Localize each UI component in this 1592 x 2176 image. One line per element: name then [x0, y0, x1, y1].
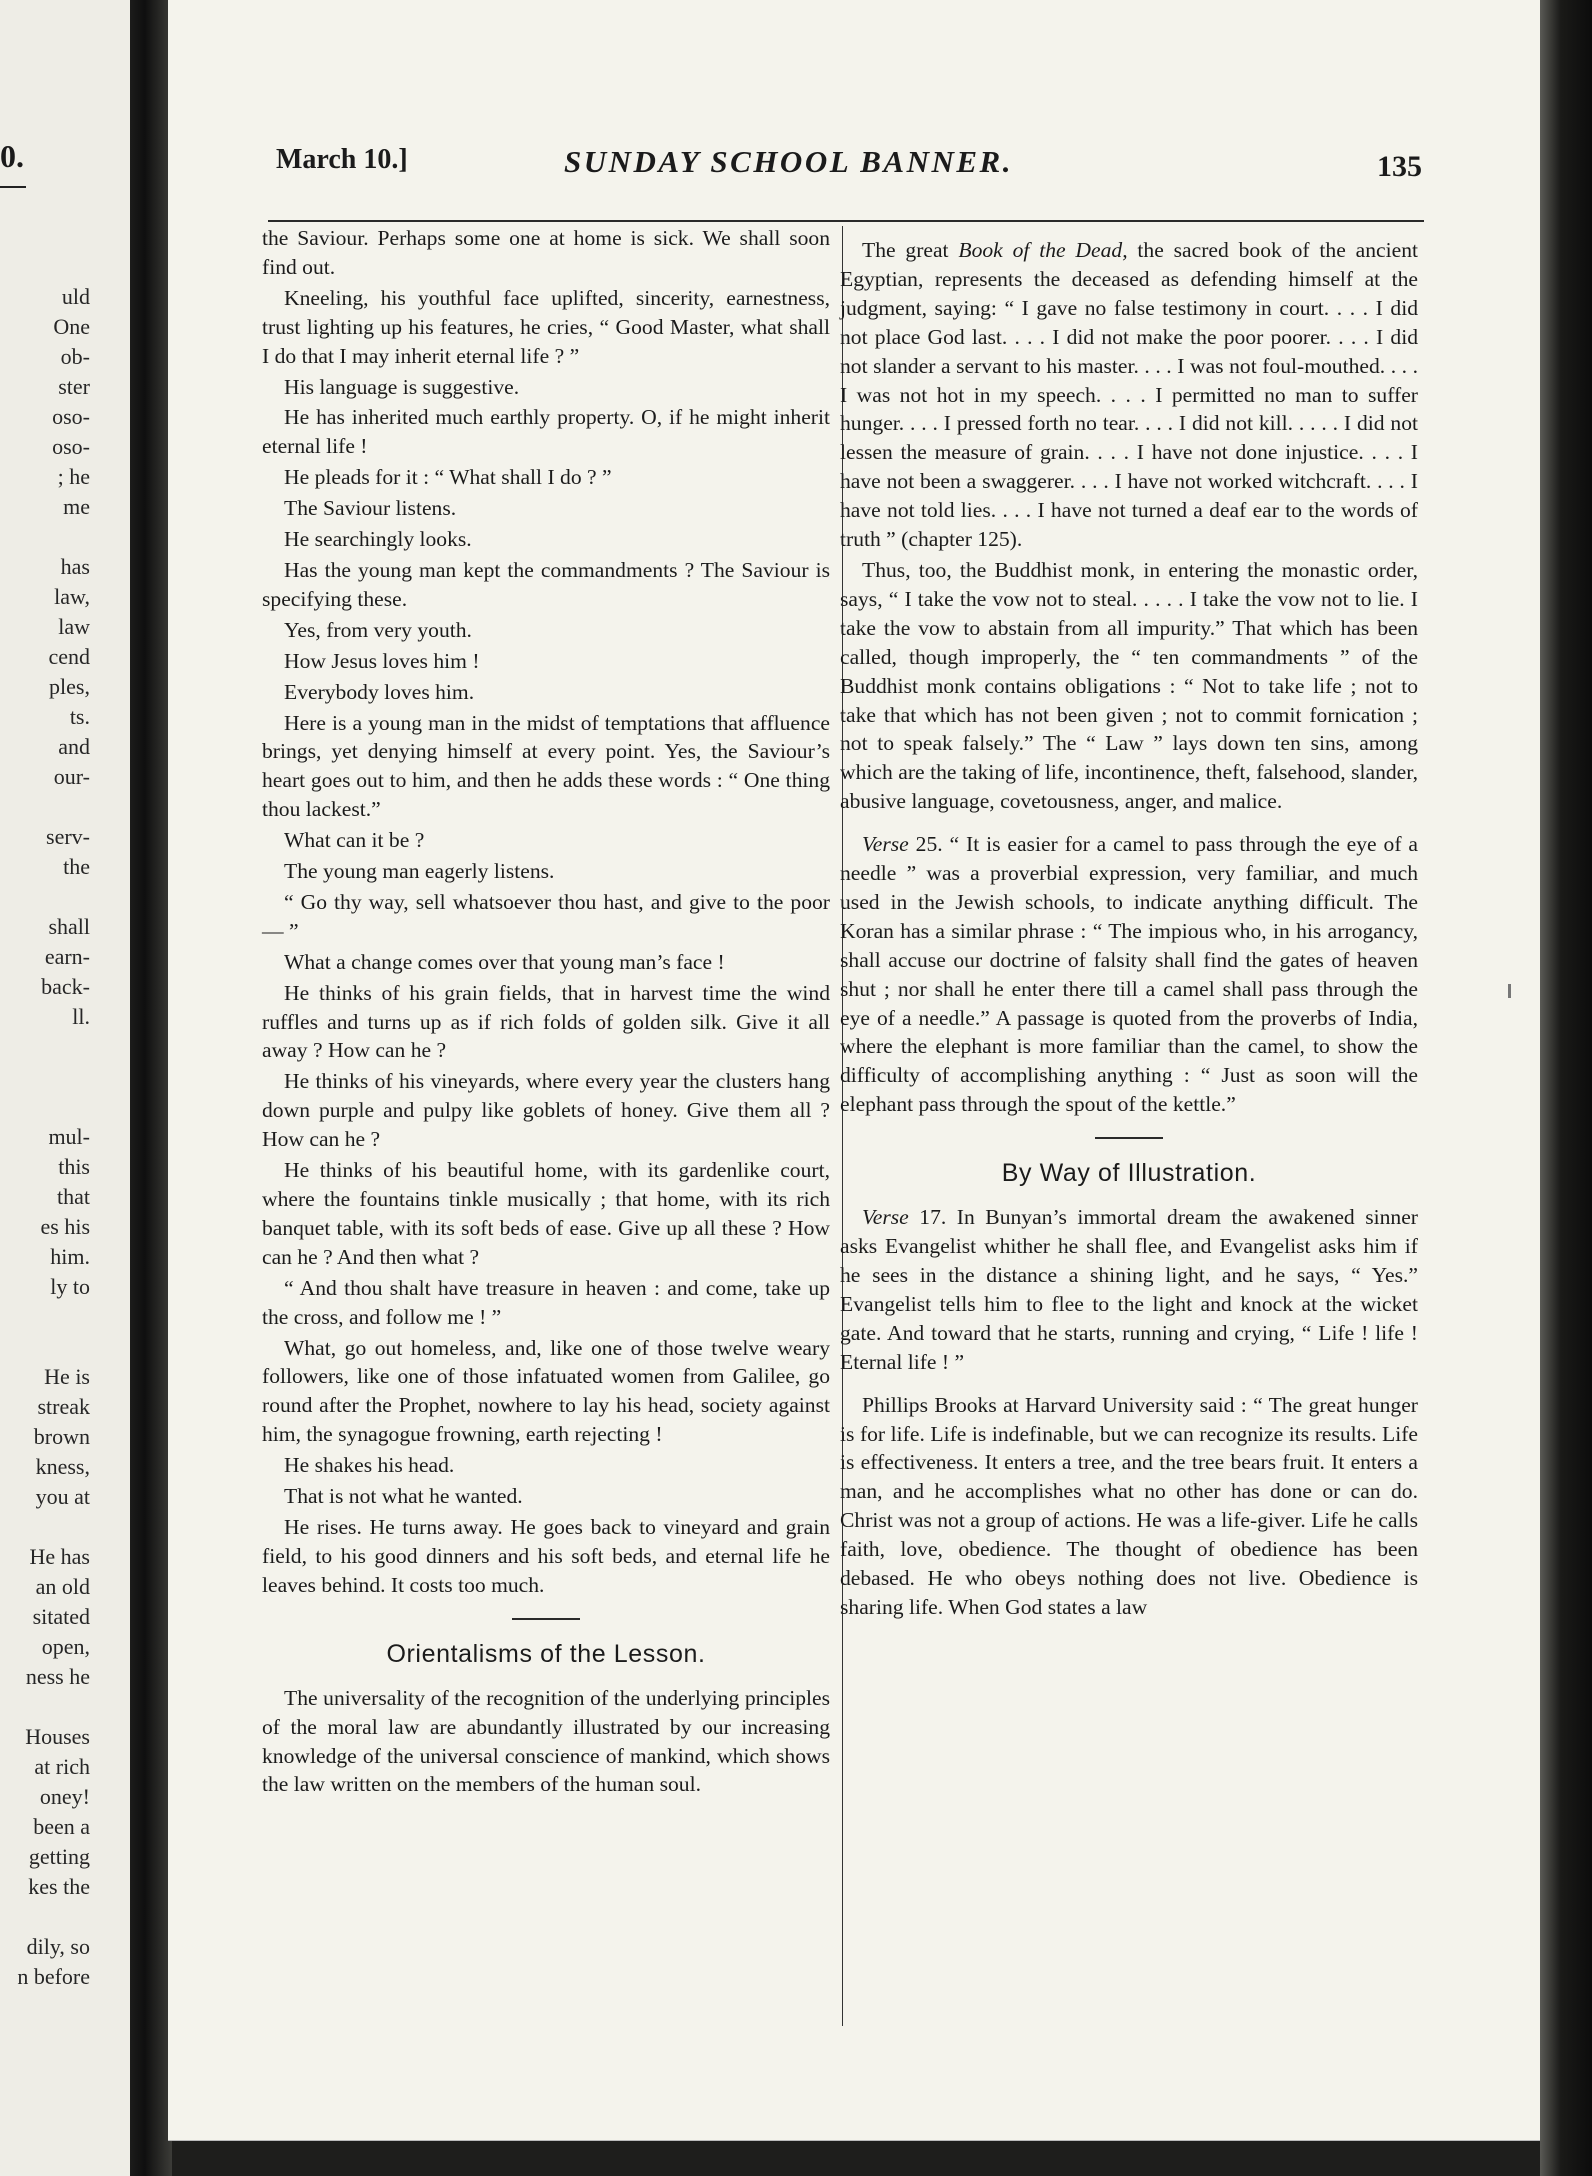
- margin-fragment: shall: [48, 914, 90, 939]
- margin-fragment: our-: [53, 764, 90, 789]
- margin-fragment: cend: [48, 644, 90, 669]
- margin-fragment: sitated: [32, 1604, 90, 1629]
- margin-fragment: open,: [41, 1634, 90, 1659]
- margin-fragment: kness,: [35, 1454, 90, 1479]
- left-column: [262, 224, 830, 1801]
- text-run: 25. “ It is easier for a camel to pass through the eye of a needle ” was a proverbial expression, very familiar, and much used in the Jewish schools, to indicate anything difficult. The Koran has a similar phrase : “ The impious who, in his arrogancy, shall accuse our doctrine of falsity shall find the gates of heaven shut ; nor shall he enter there till a camel shall pass through the eye of a needle.” A passage is quoted from the proverbs of India, where the elephant is more familiar than the camel, to show the difficulty of accomplishing anything : “ Just as soon will the elephant pass through the spout of the kettle.”: [840, 832, 1418, 1117]
- paragraph: Yes, from very youth.: [284, 617, 472, 642]
- margin-fragment: law,: [54, 584, 90, 609]
- page-number: 135: [1377, 150, 1422, 183]
- paragraph: Phillips Brooks at Harvard University said : “ The great hunger is for life. Life is indefinable, but we can recognize its results. Life is effectiveness. It enters a tree, and the tree bears fruit. It enters a man, and he accomplishes what no other has done or can do. Christ was not a group of actions. He was a life-giver. Life he calls faith, love, obedience. The thought of obedience has been debased. He who obeys nothing does not live. Obedience is sharing life. When God states a law: [840, 1392, 1418, 1619]
- text-run: 17. In Bunyan’s immortal dream the awakened sinner asks Evangelist whither he shall flee, and Evangelist asks him if he sees in the distance a shining light, and he says, “ Yes.” Evangelist tells him to flee to the light and knock at the wicket gate. And toward that he starts, running and crying, “ Life ! life ! Eternal life ! ”: [840, 1205, 1418, 1374]
- paragraph: What a change comes over that young man’s face !: [284, 949, 725, 974]
- margin-fragment: brown: [33, 1424, 90, 1449]
- paragraph: The Saviour listens.: [284, 496, 457, 521]
- paragraph: He searchingly looks.: [284, 527, 472, 552]
- margin-fragment: this: [58, 1154, 90, 1179]
- margin-fragment: mul-: [48, 1124, 90, 1149]
- margin-fragment: been a: [33, 1814, 90, 1839]
- margin-fragment: He has: [29, 1544, 90, 1569]
- margin-fragment: [0, 1332, 90, 1362]
- margin-fragment: [0, 1692, 90, 1722]
- margin-fragment: dily, so: [26, 1934, 90, 1959]
- header-date: March 10.]: [276, 144, 408, 175]
- margin-fragment: back-: [41, 974, 90, 999]
- section-separator: [1095, 1137, 1163, 1139]
- margin-fragment: One: [53, 314, 90, 339]
- margin-fragment: ster: [58, 374, 90, 399]
- paragraph: He shakes his head.: [284, 1453, 455, 1478]
- margin-fragment: ll.: [72, 1004, 90, 1029]
- header-title: SUNDAY SCHOOL BANNER.: [564, 144, 1013, 179]
- margin-fragment: [0, 882, 90, 912]
- paragraph: The young man eagerly listens.: [284, 859, 555, 884]
- margin-fragment: that: [57, 1184, 90, 1209]
- section-separator: [512, 1618, 580, 1620]
- margin-fragment: and: [58, 734, 90, 759]
- paragraph: His language is suggestive.: [284, 374, 520, 399]
- margin-fragment: ly to: [50, 1274, 90, 1299]
- margin-fragment: [0, 1512, 90, 1542]
- book-spine: [130, 0, 172, 2176]
- paragraph: That is not what he wanted.: [284, 1484, 523, 1509]
- margin-fragment: ples,: [49, 674, 90, 699]
- page-edge-shadow: [1540, 0, 1592, 2176]
- margin-fragment: him.: [50, 1244, 90, 1269]
- margin-fragment: He is: [44, 1364, 90, 1389]
- orientalisms-body: [262, 1684, 830, 1800]
- paragraph: [840, 1203, 1418, 1376]
- previous-page-rule: [0, 186, 26, 188]
- verse-label: Verse: [862, 832, 909, 857]
- margin-fragment: ts.: [69, 704, 90, 729]
- paragraph: He pleads for it : “ What shall I do ? ”: [284, 465, 612, 490]
- margin-fragment: [0, 792, 90, 822]
- margin-fragment: me: [63, 494, 90, 519]
- margin-fragment: an old: [35, 1574, 90, 1599]
- margin-fragment: Houses: [25, 1724, 90, 1749]
- margin-fragment: [0, 1902, 90, 1932]
- paragraph: The universality of the recognition of the underlying principles of the moral law are abundantly illustrated by our increasing knowledge of the universal conscience of mankind, which shows the law written on the members of the human soul.: [262, 1685, 830, 1797]
- right-column: [840, 236, 1418, 1624]
- paragraph: [840, 830, 1418, 1119]
- margin-fragment: the: [63, 854, 90, 879]
- header-rule: [268, 220, 1424, 222]
- margin-fragment: oso-: [52, 434, 90, 459]
- margin-fragment: you at: [35, 1484, 90, 1509]
- section-heading-orientalisms: Orientalisms of the Lesson.: [386, 1639, 706, 1668]
- margin-fragment: oso-: [52, 404, 90, 429]
- margin-fragment: [0, 522, 90, 552]
- paragraph: Here is a young man in the midst of temptations that affluence brings, yet denying himself at every point. Yes, the Saviour’s heart goes out to him, and then he adds these words : “ One thing thou lackest.”: [262, 710, 830, 822]
- text-run: The great: [862, 238, 959, 262]
- margin-fragment: ness he: [25, 1664, 90, 1689]
- margin-fragment: kes the: [28, 1874, 90, 1899]
- margin-fragment: earn-: [44, 944, 90, 969]
- margin-fragment: [0, 1092, 90, 1122]
- paragraph: the Saviour. Perhaps some one at home is sick. We shall soon find out.: [262, 226, 830, 279]
- paragraph: What can it be ?: [284, 828, 425, 853]
- paragraph: He rises. He turns away. He goes back to vineyard and grain field, to his good dinners and his soft beds, and eternal life he leaves behind. It costs too much.: [262, 1514, 830, 1597]
- previous-page-margin-text: [0, 282, 90, 1992]
- margin-fragment: getting: [28, 1844, 90, 1869]
- margin-fragment: ; he: [57, 464, 90, 489]
- paragraph: He thinks of his grain fields, that in harvest time the wind ruffles and turns up as if rich folds of golden silk. Give it all away ? How can he ?: [262, 980, 830, 1063]
- previous-page-edge: [0, 0, 140, 2176]
- paragraph: What, go out homeless, and, like one of those twelve weary followers, like one of those infatuated women from Galilee, go round after the Prophet, nowhere to lay his head, society against him, the synagogue frowning, earth rejecting !: [262, 1335, 830, 1447]
- margin-fragment: serv-: [46, 824, 90, 849]
- paragraph: “ Go thy way, sell whatsoever thou hast, and give to the poor— ”: [262, 889, 830, 943]
- margin-fragment: [0, 1062, 90, 1092]
- paragraph: “ And thou shalt have treasure in heaven : and come, take up the cross, and follow me ! ”: [262, 1275, 830, 1329]
- margin-fragment: n before: [17, 1964, 90, 1989]
- previous-page-number: 0.: [0, 138, 24, 174]
- running-header: [276, 140, 1422, 190]
- margin-fragment: has: [60, 554, 90, 579]
- paragraph: Kneeling, his youthful face uplifted, sincerity, earnestness, trust lighting up his features, he cries, “ Good Master, what shall I do that I may inherit eternal life ? ”: [262, 285, 830, 368]
- verse-label: Verse: [862, 1205, 909, 1230]
- margin-fragment: oney!: [39, 1784, 90, 1809]
- text-run: the sacred book of the ancient Egyptian, represents the deceased as defending himself at the judgment, saying: “ I gave no false testimony in court. . . . I did not place God last. . . . I did not make the poor poorer. . . . I did not slander a servant to his master. . . . I was not foul-mouthed. . . . I was not hot in my speech. . . . I permitted no man to suffer hunger. . . . I pressed forth no tear. . . . I did not kill. . . . . I did not lessen the measure of grain. . . . I have not done injustice. . . . I have not been a swaggerer. . . . I have not worked witchcraft. . . . I have not told lies. . . . I have not turned a deaf ear to the words of truth ” (chapter 125).: [840, 238, 1418, 552]
- margin-fragment: es his: [40, 1214, 90, 1239]
- paragraph: How Jesus loves him !: [284, 648, 480, 673]
- paragraph: He thinks of his beautiful home, with its gardenlike court, where the fountains tinkle musically ; that home, with its rich banquet table, with its soft beds of ease. Give up all these ? How can he ? And then what ?: [262, 1158, 830, 1269]
- paragraph: [840, 236, 1418, 554]
- paragraph: Thus, too, the Buddhist monk, in entering the monastic order, says, “ I take the vow not to steal. . . . . I take the vow not to lie. I take the vow to abstain from all impurity.” That which has been called, though improperly, the “ ten commandments ” of the Buddhist monk contains obligations : “ Not to take life ; not to take that which has not been given ; not to commit fornication ; not to speak falsely.” The “ Law ” lays down ten sins, among which are the taking of life, incontinence, theft, falsehood, slander, abusive language, covetousness, anger, and malice.: [840, 557, 1418, 814]
- margin-mark: [1508, 984, 1511, 998]
- margin-fragment: [0, 1032, 90, 1062]
- margin-fragment: streak: [37, 1394, 90, 1419]
- margin-fragment: [0, 1302, 90, 1332]
- paragraph: Has the young man kept the commandments ? The Saviour is specifying these.: [262, 557, 830, 611]
- margin-fragment: law: [58, 614, 90, 639]
- paragraph: He thinks of his vineyards, where every year the clusters hang down purple and pulpy like goblets of honey. Give them all ? How can he ?: [262, 1069, 830, 1152]
- section-heading-illustration: By Way of Illustration.: [1001, 1159, 1257, 1188]
- margin-fragment: ob-: [60, 344, 90, 369]
- margin-fragment: at rich: [34, 1754, 90, 1779]
- left-column-body: [262, 224, 830, 1600]
- paragraph: Everybody loves him.: [284, 679, 475, 704]
- margin-fragment: uld: [61, 284, 90, 309]
- paragraph: He has inherited much earthly property. O, if he might inherit eternal life !: [262, 405, 830, 459]
- book-title: Book of the Dead,: [958, 238, 1128, 262]
